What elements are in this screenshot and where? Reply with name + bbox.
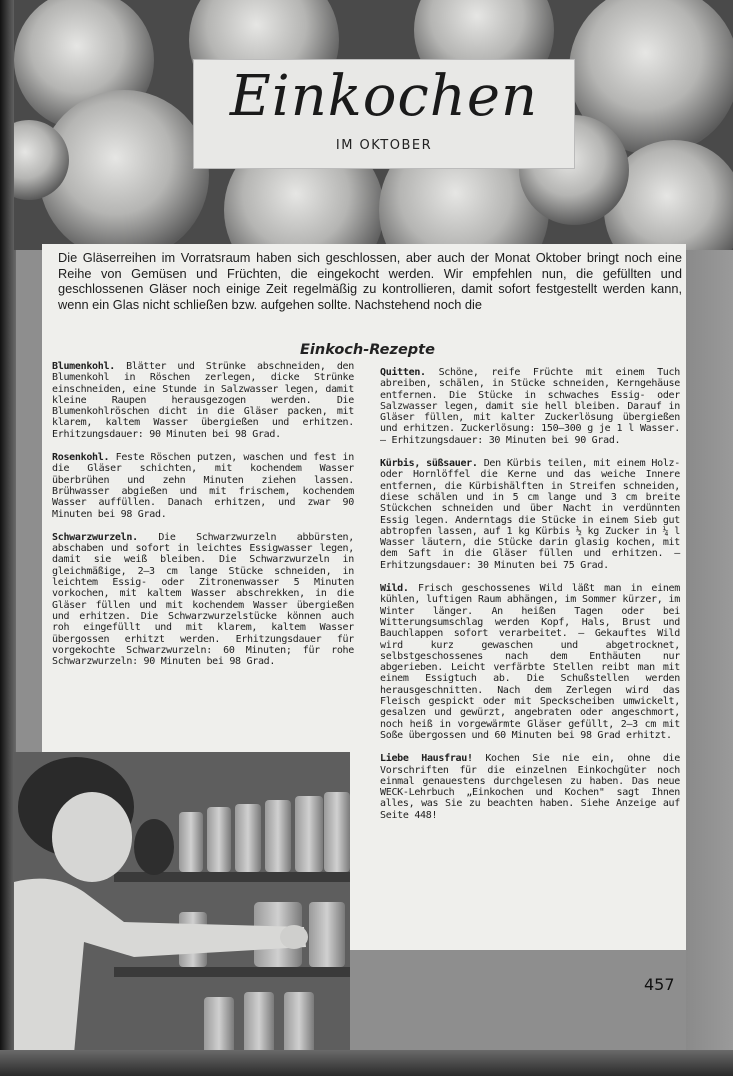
recipe-wild [380, 583, 680, 741]
advice-title: Liebe Hausfrau! [380, 753, 473, 765]
section-heading: Einkoch-Rezepte [300, 342, 435, 358]
cauliflower-photo [14, 0, 733, 250]
woman-with-jars-photo [14, 752, 350, 1054]
title-box [194, 60, 574, 168]
recipe-name: Blumenkohl. [52, 361, 115, 372]
recipe-name: Wild. [380, 583, 409, 595]
recipe-text: Den Kürbis teilen, mit einem Holz- oder Hornlöffel die Kerne und das weiche Innere entfernen, die Kürbishälften in Streifen schneiden, diese schälen und in 5 cm lange und 3 cm breite Stückchen schneiden und über Nacht in verdünnten Essig legen. Anderntags die Stücke in einem Sieb gut abtropfen lassen, auf 1 kg Kürbis ½ kg Zucker in ¼ l Wasser läutern, die Stücke darin glasig kochen, mit dem Saft in die Gläser füllen und erhitzen. — Erhitzungsdauer: 30 Minuten bei 75 Grad. [380, 458, 680, 571]
recipe-text: Feste Röschen putzen, waschen und fest in die Gläser schichten, mit kochendem Wasser überbrühen und zehn Minuten ziehen lassen. Brühwasser abgießen und mit frischem, kochendem Wasser auffüllen. Danach erhitzen, und zwar 90 Minuten bei 98 Grad. [52, 452, 354, 520]
page-number: 457 [644, 975, 675, 994]
recipes-left-column [52, 361, 354, 679]
recipe-kuerbis [380, 458, 680, 571]
page-subtitle: IM OKTOBER [335, 138, 433, 153]
recipe-schwarzwurzeln [52, 532, 354, 668]
advice-note [380, 753, 680, 821]
recipe-quitten [380, 367, 680, 446]
recipe-text: Blätter und Strünke abschneiden, den Blumenkohl in Röschen zerlegen, dicke Strünke einschneiden, eine Stunde in Salzwasser legen, damit kleine Raupen herausgezogen werden. Die Blumenkohlröschen dicht in die Gläser packen, mit klarem, kaltem Wasser übergießen und erhitzen. Erhitzungsdauer: 90 Minuten bei 98 Grad. [52, 361, 354, 440]
recipe-text: Frisch geschossenes Wild läßt man in einem kühlen, luftigen Raum abhängen, im Sommer kürzer, im Winter länger. An heißen Tagen oder bei Witterungsumschlag werden Kopf, Hals, Brust und Bauchlappen sofort verarbeitet. — Gekauftes Wild wird kurz gewaschen und abgetrocknet, selbstgeschossenes nach dem Enthäuten nur abgerieben. Leicht verfärbte Stellen reibt man mit einem Essigtuch ab. Die Schußstellen werden herausgeschnitten. Nach dem Zerlegen wird das Fleisch gespickt oder mit Speckscheiben umwickelt, gesalzen und gewürzt, angebraten oder angeschmort, noch heiß in vorgewärmte Gläser gefüllt, 2—3 cm mit Soße übergossen und 60 Minuten bei 98 Grad erhitzt. [380, 583, 680, 741]
recipe-name: Rosenkohl. [52, 452, 110, 464]
recipe-text: Schöne, reife Früchte mit einem Tuch abreiben, schälen, in Stücke schneiden, Kerngehäuse entfernen. Die Stücke in schwaches Essig- oder Salzwasser legen, damit sie hell bleiben. Darauf in Gläser füllen, mit kalter Zuckerlösung übergießen und erhitzen. Zuckerlösung: 150—300 g je 1 l Wasser. — Erhitzungsdauer: 30 Minuten bei 90 Grad. [380, 367, 680, 446]
recipe-name: Quitten. [380, 367, 426, 378]
recipe-rosenkohl [52, 452, 354, 520]
advice-text: Kochen Sie nie ein, ohne die Vorschriften für die einzelnen Einkochgüter noch einmal genauestens durchgelesen zu haben. Das neue WECK-Lehrbuch „Einkochen und Kochen" sagt Ihnen alles, was Sie zu beachten haben. Siehe Anzeige auf Seite 448! [380, 753, 680, 821]
recipe-name: Schwarzwurzeln. [52, 531, 138, 543]
recipe-blumenkohl [52, 361, 354, 440]
recipe-text: Die Schwarzwurzeln abbürsten, abschaben und sofort in leichtes Essigwasser legen, damit sie weiß bleiben. Die Schwarzwurzeln in gleichmäßige, 2—3 cm lange Stücke schneiden, in leichtem Essig- oder Zitronenwasser 5 Minuten vorkochen, mit kaltem Wasser abschrekken, in die Gläser füllen und mit kochendem Wasser übergießen und erhitzen. Die Schwarzwurzelstücke können auch roh eingefüllt und mit klarem, kaltem Wasser übergossen erhitzt werden. Erhitzungsdauer für vorgekochte Schwarzwurzeln: 60 Minuten; für rohe Schwarzwurzeln: 90 Minuten bei 98 Grad. [52, 531, 354, 668]
page-title: Einkochen [229, 64, 539, 129]
intro-paragraph: Die Gläserreihen im Vorratsraum haben sich geschlossen, aber auch der Monat Oktober bringt noch eine Reihe von Gemüsen und Früchten, die eingekocht werden. Wir empfehlen nun, die gefüllten und geschlossenen Gläser noch einige Zeit regelmäßig zu kontrollieren, damit sofort festgestellt werden kann, wenn ein Glas nicht schließen bzw. aufgehen sollte. Nachstehend noch die [58, 250, 682, 312]
page-bottom-edge [0, 1050, 733, 1076]
page-margin [686, 250, 733, 1055]
jars-illustration [14, 752, 350, 1054]
recipes-right-column [380, 367, 680, 833]
recipe-name: Kürbis, süßsauer. [380, 458, 478, 470]
